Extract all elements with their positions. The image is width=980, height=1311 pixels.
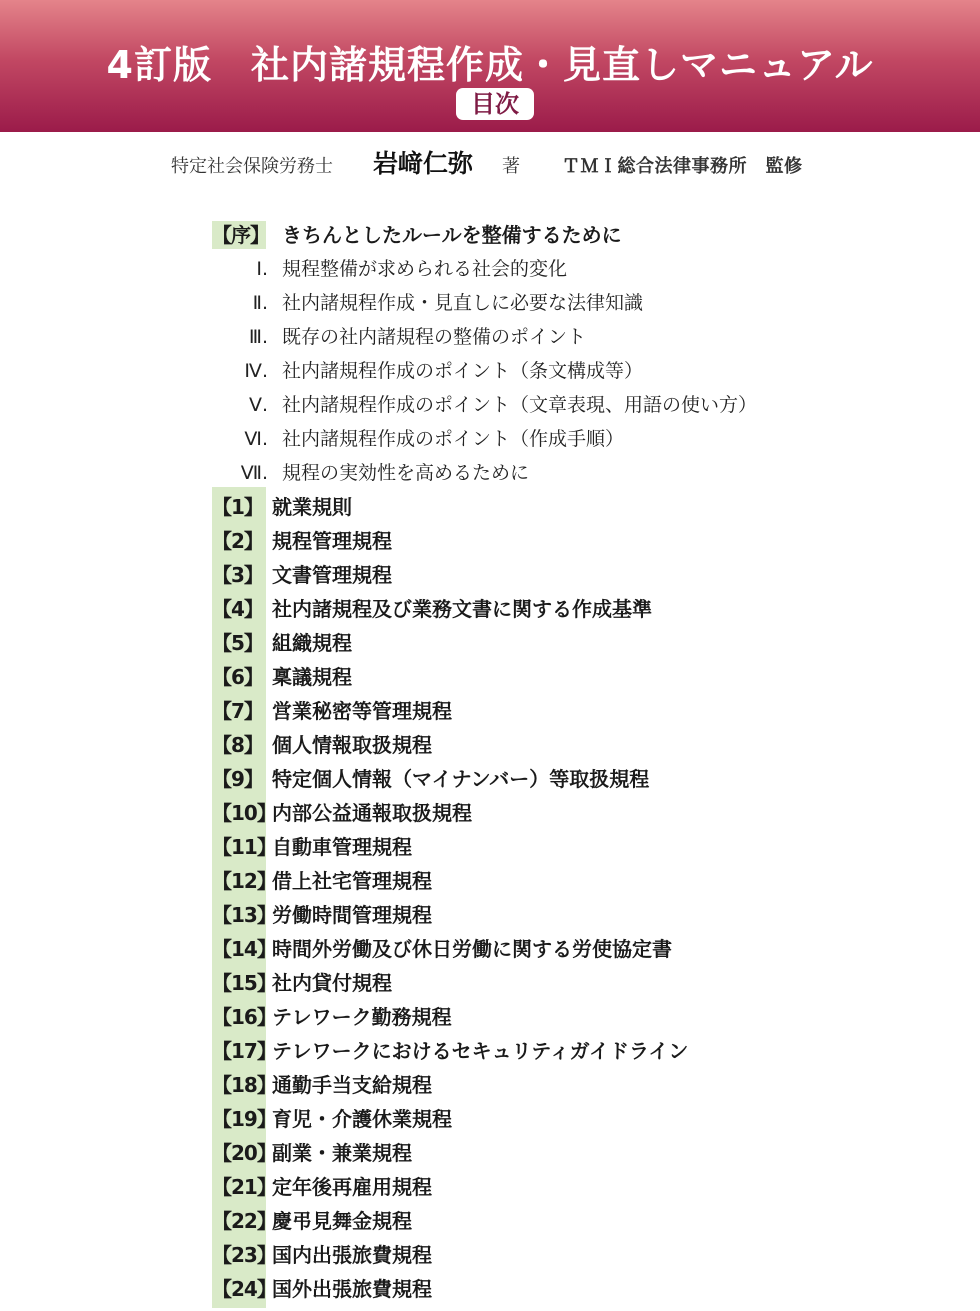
preface-section-row bbox=[0, 286, 980, 320]
chapter-title: 自動車管理規程 bbox=[272, 835, 412, 859]
chapter-row bbox=[0, 524, 980, 558]
chapter-number: 【6】 bbox=[212, 665, 263, 689]
chapter-row bbox=[0, 728, 980, 762]
chapter-number: 【12】 bbox=[212, 869, 276, 893]
section-number: Ⅵ. bbox=[244, 428, 268, 450]
chapter-row bbox=[0, 864, 980, 898]
chapter-row bbox=[0, 1102, 980, 1136]
chapter-title: 内部公益通報取扱規程 bbox=[272, 801, 472, 825]
chapter-number: 【23】 bbox=[212, 1243, 276, 1267]
preface-section-row bbox=[0, 320, 980, 354]
chapter-title: 組織規程 bbox=[272, 631, 352, 655]
chapter-row bbox=[0, 1204, 980, 1238]
chapter-title: テレワーク勤務規程 bbox=[272, 1005, 452, 1029]
chapter-number: 【22】 bbox=[212, 1209, 276, 1233]
chapter-title: テレワークにおけるセキュリティガイドライン bbox=[272, 1039, 689, 1063]
section-number: Ⅳ. bbox=[244, 360, 268, 382]
chapter-title: 時間外労働及び休日労働に関する労使協定書 bbox=[272, 937, 672, 961]
preface-section-row bbox=[0, 456, 980, 490]
section-title: 社内諸規程作成のポイント（作成手順） bbox=[282, 428, 625, 450]
chapter-number: 【19】 bbox=[212, 1107, 276, 1131]
chapter-row bbox=[0, 898, 980, 932]
section-number: Ⅱ. bbox=[252, 292, 268, 314]
section-number: Ⅰ. bbox=[256, 258, 268, 280]
book-title: 4訂版 社内諸規程作成・見直しマニュアル bbox=[106, 43, 874, 87]
section-title: 社内諸規程作成のポイント（条文構成等） bbox=[282, 360, 644, 382]
chapter-row bbox=[0, 830, 980, 864]
chapter-title: 労働時間管理規程 bbox=[272, 903, 432, 927]
section-number: Ⅶ. bbox=[240, 462, 268, 484]
preface-section-row bbox=[0, 422, 980, 456]
chapter-number: 【3】 bbox=[212, 563, 263, 587]
section-title: 規程の実効性を高めるために bbox=[282, 462, 530, 484]
chapter-number: 【21】 bbox=[212, 1175, 276, 1199]
preface-title: きちんとしたルールを整備するために bbox=[282, 223, 622, 247]
chapter-number: 【1】 bbox=[212, 495, 263, 519]
chapter-row bbox=[0, 592, 980, 626]
author-line bbox=[0, 142, 980, 182]
chapter-row bbox=[0, 694, 980, 728]
section-number: Ⅲ. bbox=[248, 326, 268, 348]
chapter-row bbox=[0, 1068, 980, 1102]
chapter-number: 【14】 bbox=[212, 937, 276, 961]
chapter-title: 国内出張旅費規程 bbox=[272, 1243, 432, 1267]
chapter-number: 【16】 bbox=[212, 1005, 276, 1029]
section-number: Ⅴ. bbox=[248, 394, 268, 416]
author-role: 特定社会保険労務士 bbox=[171, 156, 333, 177]
chapter-title: 文書管理規程 bbox=[272, 563, 392, 587]
section-title: 社内諸規程作成・見直しに必要な法律知識 bbox=[282, 292, 644, 314]
chapter-title: 借上社宅管理規程 bbox=[272, 869, 432, 893]
chapter-title: 通勤手当支給規程 bbox=[272, 1073, 432, 1097]
section-title: 規程整備が求められる社会的変化 bbox=[282, 258, 568, 280]
chapter-number: 【15】 bbox=[212, 971, 276, 995]
chapter-row bbox=[0, 1238, 980, 1272]
chapter-number: 【17】 bbox=[212, 1039, 276, 1063]
chapter-row bbox=[0, 966, 980, 1000]
chapter-number: 【9】 bbox=[212, 767, 263, 791]
chapter-row bbox=[0, 762, 980, 796]
chapter-title: 就業規則 bbox=[272, 495, 352, 519]
chapter-row bbox=[0, 932, 980, 966]
chapter-title: 特定個人情報（マイナンバー）等取扱規程 bbox=[272, 767, 650, 791]
section-title: 既存の社内諸規程の整備のポイント bbox=[282, 326, 587, 348]
chapter-row bbox=[0, 490, 980, 524]
preface-section-row bbox=[0, 252, 980, 286]
chapter-row bbox=[0, 1000, 980, 1034]
chapter-row bbox=[0, 1034, 980, 1068]
toc-label: 目次 bbox=[456, 88, 534, 120]
chapter-row bbox=[0, 558, 980, 592]
chapter-title: 国外出張旅費規程 bbox=[272, 1277, 432, 1301]
chapter-number: 【8】 bbox=[212, 733, 263, 757]
chapter-number: 【24】 bbox=[212, 1277, 276, 1301]
chapter-title: 社内諸規程及び業務文書に関する作成基準 bbox=[272, 597, 652, 621]
chapter-number: 【5】 bbox=[212, 631, 263, 655]
preface-row bbox=[0, 218, 980, 252]
chapter-title: 稟議規程 bbox=[272, 665, 352, 689]
chapter-number: 【13】 bbox=[212, 903, 276, 927]
chapter-row bbox=[0, 1136, 980, 1170]
chapter-number: 【10】 bbox=[212, 801, 276, 825]
chapter-title: 社内貸付規程 bbox=[272, 971, 392, 995]
chapter-title: 育児・介護休業規程 bbox=[272, 1107, 452, 1131]
preface-section-row bbox=[0, 354, 980, 388]
chapter-title: 副業・兼業規程 bbox=[272, 1141, 412, 1165]
chapter-row bbox=[0, 626, 980, 660]
supervisor-firm: ＴＭＩ総合法律事務所 監修 bbox=[562, 156, 803, 177]
chapter-title: 営業秘密等管理規程 bbox=[272, 699, 452, 723]
preface-label: 【序】 bbox=[212, 223, 269, 247]
chapter-number: 【2】 bbox=[212, 529, 263, 553]
chapter-number: 【11】 bbox=[212, 835, 276, 859]
chapter-row bbox=[0, 1272, 980, 1306]
chapter-title: 個人情報取扱規程 bbox=[272, 733, 432, 757]
section-title: 社内諸規程作成のポイント（文章表現、用語の使い方） bbox=[282, 394, 758, 416]
chapter-number: 【4】 bbox=[212, 597, 263, 621]
chapter-row bbox=[0, 1170, 980, 1204]
chapter-title: 定年後再雇用規程 bbox=[272, 1175, 432, 1199]
chapter-number: 【20】 bbox=[212, 1141, 276, 1165]
chapter-number: 【7】 bbox=[212, 699, 263, 723]
chapter-row bbox=[0, 660, 980, 694]
author-by: 著 bbox=[502, 156, 520, 177]
chapter-row bbox=[0, 796, 980, 830]
preface-section-row bbox=[0, 388, 980, 422]
author-name: 岩﨑仁弥 bbox=[373, 149, 474, 178]
chapter-title: 規程管理規程 bbox=[272, 529, 392, 553]
chapter-title: 慶弔見舞金規程 bbox=[272, 1209, 412, 1233]
chapter-number: 【18】 bbox=[212, 1073, 276, 1097]
